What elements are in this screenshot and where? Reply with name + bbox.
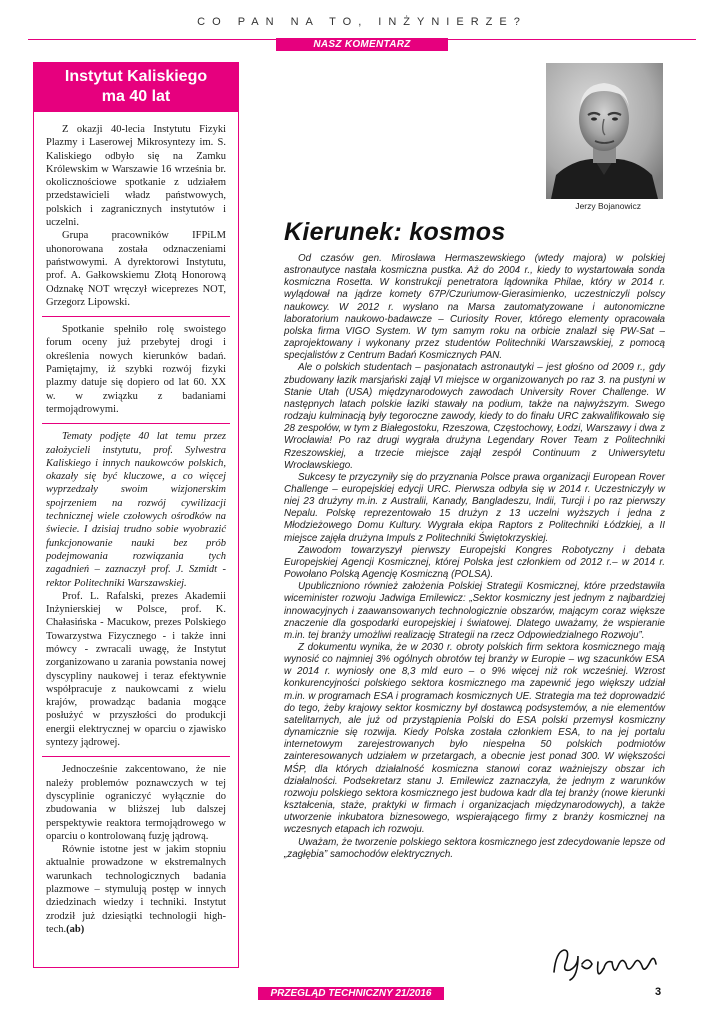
sidebar-paragraph	[46, 843, 226, 936]
sidebar-paragraph: Prof. L. Rafalski, prezes Akademii Inżynierskiej w Polsce, prof. K. Chałasińska - Macukow, prezes Polskiego Towarzystwa Fizycznego - i także inni mówcy - zwracali uwagę, że Instytut zorganizowano u zarania powstania nowej dyscypliny naukowej i teraz efektywnie współpracuje z naukowcami z wielu krajów, prowadząc badania mogące posłużyć w przyszłości do produkcji energii elektrycznej w oparciu o zjawisko syntezy jądrowej.	[46, 590, 226, 749]
sidebar-signoff: (ab)	[66, 923, 85, 935]
sidebar-block-conclusion	[42, 757, 230, 943]
article-paragraph: Uważam, że tworzenie polskiego sektora kosmicznego jest zdecydowanie lepsze od „zagłębia” samochodów elektrycznych.	[284, 836, 665, 860]
article-title: Kierunek: kosmos	[284, 218, 506, 246]
article-paragraph: Zawodom towarzyszył pierwszy Europejski Kongres Robotyczny i debata Europejskiej Agencji Kosmicznej, której Polska jest członkiem od 2012 r.– w 2014 r. Powołano Polską Agencję Kosmiczną (POLSA).	[284, 544, 665, 581]
sidebar-block-intro	[42, 112, 230, 317]
author-signature-image	[548, 942, 668, 984]
article-paragraph: Upubliczniono również założenia Polskiej Strategii Kosmicznej, które przedstawiła wiceminister rozwoju Jadwiga Emilewicz: „Sektor kosmiczny jest jednym z najbardziej innowacyjnych i zaawansowanych technologicznie obszarów, mającym coraz większe znaczenie dla gospodarki europejskiej i światowej. Dlatego uważamy, że wspieranie m.in. tej branży umożliwi realizację Strategii na rzecz Odpowiedzialnego Rozwoju”.	[284, 581, 665, 641]
sidebar-box	[33, 62, 239, 968]
author-photo	[546, 63, 663, 199]
running-head: CO PAN NA TO, INŻYNIERZE?	[197, 16, 527, 28]
sidebar-block-quotes	[42, 424, 230, 757]
sidebar-paragraph-text: Równie istotne jest w jakim stopniu aktualnie prowadzone w ekstremalnych warunkach technologicznych badania plazmowe – stymulują postęp w innych dziedzinach wiedzy i techniki. Instytut zrodził już dziesiątki technologii high-tech.	[46, 844, 226, 935]
photo-caption: Jerzy Bojanowicz	[575, 201, 641, 211]
sidebar-paragraph: Spotkanie spełniło rolę swoistego forum oceny już przebytej drogi i określenia nowych kierunków badań. Pamiętajmy, iż szybki rozwój fizyki plazmy datuje się dopiero od lat 60. XX w. w związku z badaniami termojądrowymi.	[46, 324, 226, 415]
sidebar-paragraph: Jednocześnie zakcentowano, że nie należy problemów poznawczych w tej dyscyplinie ograniczyć wyłącznie do zbudowania w bliższej lub dalszej perspektywie reaktora termojądrowego w oparciu o kontrolowaną fuzję jądrową.	[46, 764, 226, 842]
sidebar-title-line1: Instytut Kaliskiego	[64, 68, 208, 85]
sidebar-paragraph: Grupa pracowników IFPiLM uhonorowana została odznaczeniami państwowymi. A dyrektorowi Instytutu, prof. A. Gałkowskiemu Złotą Honorową Odznakę NOT wręczył wiceprezes NOT, Grzegorz Lipowski.	[46, 230, 226, 308]
article-body	[284, 253, 665, 861]
page-number: 3	[655, 986, 662, 998]
article-paragraph: Ale o polskich studentach – pasjonatach astronautyki – jest głośno od 2009 r., gdy zbudowany łazik marsjański zajął VI miejsce w organizowanych po raz 3. na pustyni w Stanie Utah (USA) międzynarodowych zawodach University Rover Challenge. W następnych latach polskie łaziki stawały na podium, także na najwyższym. Swego rodzaju kulminacją były tegoroczne zawody, kiedy to do finału URC zakwalifikowało się 28 zespołów, w tym z Białegostoku, Rzeszowa, Częstochowy, Łodzi, Warszawy i dwa z Wrocławia! Po raz drugi wygrała drużyna Legendary Rover Team z Politechniki Rzeszowskiej, a trzecie miejsce zajął zespół Continuum z Uniwersytetu Wrocławskiego.	[284, 362, 665, 471]
sidebar-quote: Tematy podjęte 40 lat temu przez założycieli instytutu, prof. Sylwestra Kaliskiego i innych naukowców polskich, okazały się być kluczowe, a co więcej wyprzedzały swoim wizjonerskim spojrzeniem na rozwój cywilizacji technicznej wiele czołowych ośrodków na świecie. I dzisiaj trudno sobie wyobrazić funkcjonowanie nauki bez prób podejmowania rozwiązania tych zagadnień – zaznaczył prof. J. Szmidt - rektor Politechniki Warszawskiej.	[46, 431, 226, 589]
article-paragraph: Z dokumentu wynika, że w 2030 r. obroty polskich firm sektora kosmicznego mają wynosić co najmniej 3% ogólnych obrotów tej branży w Europie – wg szacunków ESA w 2014 r. wyniosły one 8,3 mld euro – o 9% więcej niż rok wcześniej. Wzrost konkurencyjności polskiego sektora kosmicznego ma zapewnić jego większy udział m.in. w programach ESA i programach kosmicznych UE. Strategia ma też doprowadzić do tego, żeby krajowy sektor kosmiczny był dostawcą podsystemów, a nie elementów satelitarnych, ale już od przystąpienia Polski do ESA polski przemysł kosmiczny dynamicznie się rozwija. Kiedy Polska została członkiem ESA, to na jej portalu internetowym zarejestrowanych było niespełna 50 polskich podmiotów zainteresowanych udziałem w przetargach, a obecnie jest ponad 300. W większości MŚP, dla których działalność kosmiczna stanowi coraz ważniejszy obszar ich działalności. Podsekretarz stanu J. Emilewicz zaznaczyła, że jednym z warunków rozwoju polskiego sektora kosmicznego jest budowa kadr dla tej branży (nowe kierunki kształcenia, staże, praktyki w firmach i organizacjach międzynarodowych), a także utworzenie inkubatora biznesowego, wspierającego firmy z branży kosmicznej na wczesnych etapach ich rozwoju.	[284, 642, 665, 836]
sidebar-title-line2: ma 40 lat	[101, 88, 171, 105]
sidebar-paragraph: Z okazji 40-lecia Instytutu Fizyki Plazmy i Laserowej Mikrosyntezy im. S. Kaliskiego odbyło się na Zamku Królewskim w Warszawie 16 września br. okolicznościowe spotkanie z udziałem przedstawicieli władz państwowych, polskich i zagranicznych instytutów i uczelni.	[46, 124, 226, 229]
footer-publication: PRZEGLĄD TECHNICZNY 21/2016	[258, 987, 444, 1000]
sidebar-title	[34, 63, 238, 112]
article-paragraph: Od czasów gen. Mirosława Hermaszewskiego (wtedy majora) w polskiej astronautyce nastała kosmiczna pustka. Aż do 2004 r., kiedy to wystartowała sonda kosmiczna Rosetta. W konstrukcji penetratora lądownika Philae, który w 2014 r. wylądował na jądrze komety 67P/Czuriumow-Gierasimienko, uczestniczyli polscy naukowcy. W 2012 r. wysłano na Marsa zautomatyzowane i autonomiczne laboratorium naukowo-badawcze – Curiosity Rover, którego elementy opracowała polska firma VIGO System. W tym samym roku na orbicie znalazł się PW-Sat – zaprojektowany i wykonany przez studentów Politechniki Warszawskiej, z pomocą specjalistów z Centrum Badań Kosmicznych PAN.	[284, 253, 665, 362]
author-portrait-image	[546, 63, 663, 199]
section-tag: NASZ KOMENTARZ	[276, 38, 448, 51]
sidebar-block-forum	[42, 317, 230, 424]
article-paragraph: Sukcesy te przyczyniły się do przyznania Polsce prawa organizacji European Rover Challenge – europejskiej edycji URC. Pierwsza odbyła się w 2014 r. Uczestniczyły w niej 23 drużyny m.in. z Australii, Kanady, Bangladeszu, Indii, Turcji i po raz pierwszy Nepalu. Polskę reprezentowało 15 drużyn z 13 uczelni wyższych i jedna z Młodzieżowego Domu Kultury. Wygrała ekipa Raptors z Politechniki Łódzkiej, a II miejsce zajęła drużyna Impuls z Politechniki Świętokrzyskiej.	[284, 471, 665, 544]
